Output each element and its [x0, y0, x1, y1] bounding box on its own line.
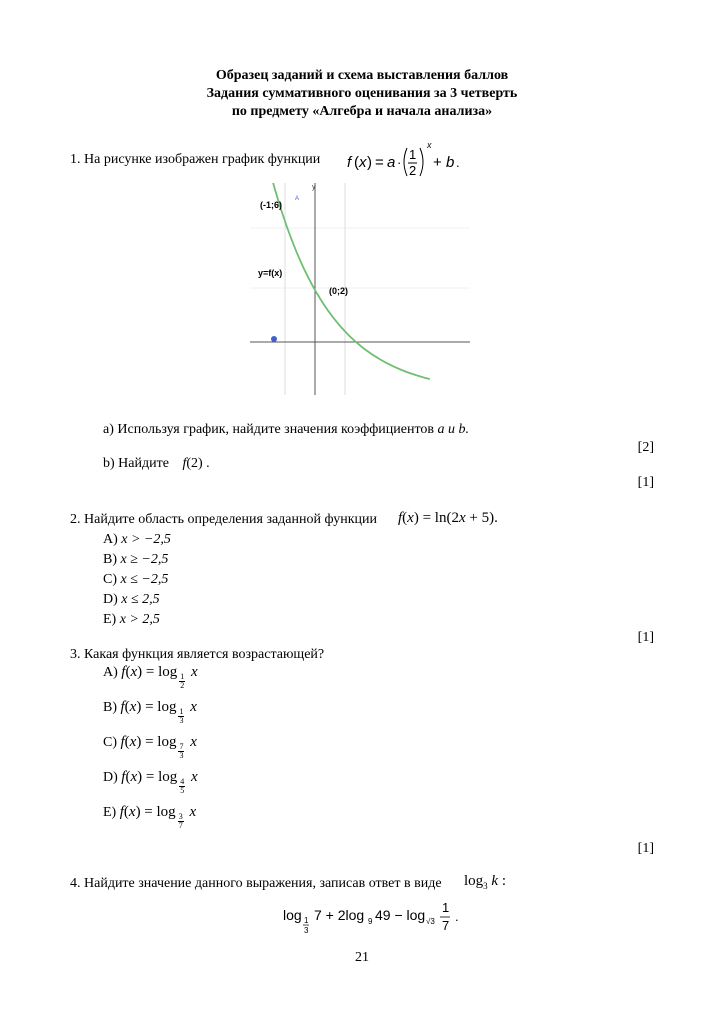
q2-option-letter: B) [103, 552, 121, 567]
q2-option-letter: A) [103, 532, 122, 547]
q2-option [103, 532, 171, 548]
y-axis-label: y [312, 184, 316, 191]
svg-text:2: 2 [409, 163, 417, 178]
q2-option-expression: x > 2,5 [119, 612, 160, 627]
q4-expression [283, 898, 463, 945]
header-line-1: Образец заданий и схема выставления баллов [215, 68, 509, 83]
q2-formula: f(x) = ln(2x + 5). [398, 510, 498, 526]
q2-option-letter: E) [103, 612, 120, 627]
q3-option-letter: E) [103, 805, 120, 820]
page-number: 21 [355, 950, 369, 965]
svg-text:b: b [446, 154, 455, 171]
svg-text:.: . [455, 909, 459, 924]
intercept-label: (0;2) [329, 286, 349, 296]
q3-option-expression: f(x) = log $\frac{7}{3}$ x [120, 734, 197, 761]
q3-option [103, 664, 198, 691]
q3-option [103, 804, 197, 831]
q3-option-letter: B) [103, 700, 121, 715]
q4-expression-svg [283, 898, 463, 940]
q3-option [103, 734, 197, 761]
point-a-marker: A [295, 196, 300, 202]
q4-answer-form: $\log_3 k$ : [464, 873, 507, 891]
function-curve [270, 183, 430, 379]
svg-text:.: . [456, 155, 460, 170]
function-graph [250, 183, 470, 395]
header-line-2: Задания суммативного оценивания за 3 четверть [206, 86, 518, 101]
q1-formula-svg [345, 140, 465, 184]
q2-marks: [1] [637, 630, 654, 645]
q1-part-a-text: a) Используя график, найдите значения коэффициентов [103, 422, 435, 437]
svg-text:1: 1 [304, 916, 309, 925]
q1-part-b-text: b) Найдите [103, 456, 169, 471]
q2-option-letter: D) [103, 592, 122, 607]
q2-option-expression: x > −2,5 [121, 532, 171, 547]
curve-label: y=f(x) [258, 268, 283, 278]
q2-option [103, 592, 160, 608]
svg-text:=: = [375, 154, 384, 171]
svg-text:): ) [367, 154, 372, 171]
svg-text:1: 1 [442, 900, 450, 915]
q3-option-expression: f(x) = log $\frac{3}{7}$ x [119, 804, 197, 831]
q3-option-letter: C) [103, 735, 121, 750]
q3-text: 3. Какая функция является возрастающей? [70, 647, 325, 662]
q1-text: 1. На рисунке изображен график функции [70, 152, 321, 167]
q2-option [103, 612, 160, 628]
q1-a-marks: [2] [637, 440, 654, 455]
q2-option-expression: x ≤ −2,5 [120, 572, 169, 587]
q3-option-letter: D) [103, 770, 122, 785]
svg-text:f: f [347, 154, 352, 171]
svg-text:+: + [433, 154, 442, 171]
q2-option-expression: x ≤ 2,5 [121, 592, 160, 607]
svg-text:7: 7 [442, 918, 450, 933]
svg-text:x: x [359, 154, 367, 171]
q2-option [103, 572, 168, 588]
q1-formula [345, 140, 465, 189]
q3-option [103, 699, 197, 726]
q3-option-expression: f(x) = log $\frac{1}{3}$ x [120, 699, 197, 726]
q1-part-a-vars: a и b. [437, 422, 470, 437]
q2-text: 2. Найдите область определения заданной функции [70, 512, 377, 527]
q3-marks: [1] [637, 841, 654, 856]
q2-option [103, 552, 168, 568]
svg-text:·: · [397, 155, 402, 170]
svg-text:9: 9 [368, 917, 373, 926]
q1-part-b: b) Найдите f(2) . [103, 456, 210, 471]
svg-text:x: x [427, 140, 432, 150]
svg-text:√3: √3 [426, 917, 435, 926]
q3-option-expression: f(x) = log $\frac{4}{5}$ x [121, 769, 198, 796]
q1-b-marks: [1] [637, 475, 654, 490]
svg-text:a: a [387, 154, 396, 171]
svg-text:1: 1 [409, 147, 417, 162]
header-line-3: по предмету «Алгебра и начала анализа» [231, 104, 493, 119]
svg-text:(: ( [354, 154, 359, 171]
q1-part-a [103, 422, 469, 438]
q3-option-expression: f(x) = log $\frac{1}{2}$ x [121, 664, 198, 691]
q2-option-letter: C) [103, 572, 121, 587]
point-a-label: (-1;6) [260, 200, 282, 210]
svg-text:log: log [283, 907, 302, 923]
q1-graph [250, 183, 470, 400]
q3-option-letter: A) [103, 665, 122, 680]
svg-text:49 − log: 49 − log [375, 907, 426, 923]
svg-text:7 + 2log: 7 + 2log [314, 907, 365, 923]
q4-text: 4. Найдите значение данного выражения, записав ответ в виде [70, 876, 442, 891]
svg-text:3: 3 [304, 926, 309, 935]
point-a [271, 336, 277, 342]
q3-option [103, 769, 198, 796]
q2-option-expression: x ≥ −2,5 [120, 552, 169, 567]
